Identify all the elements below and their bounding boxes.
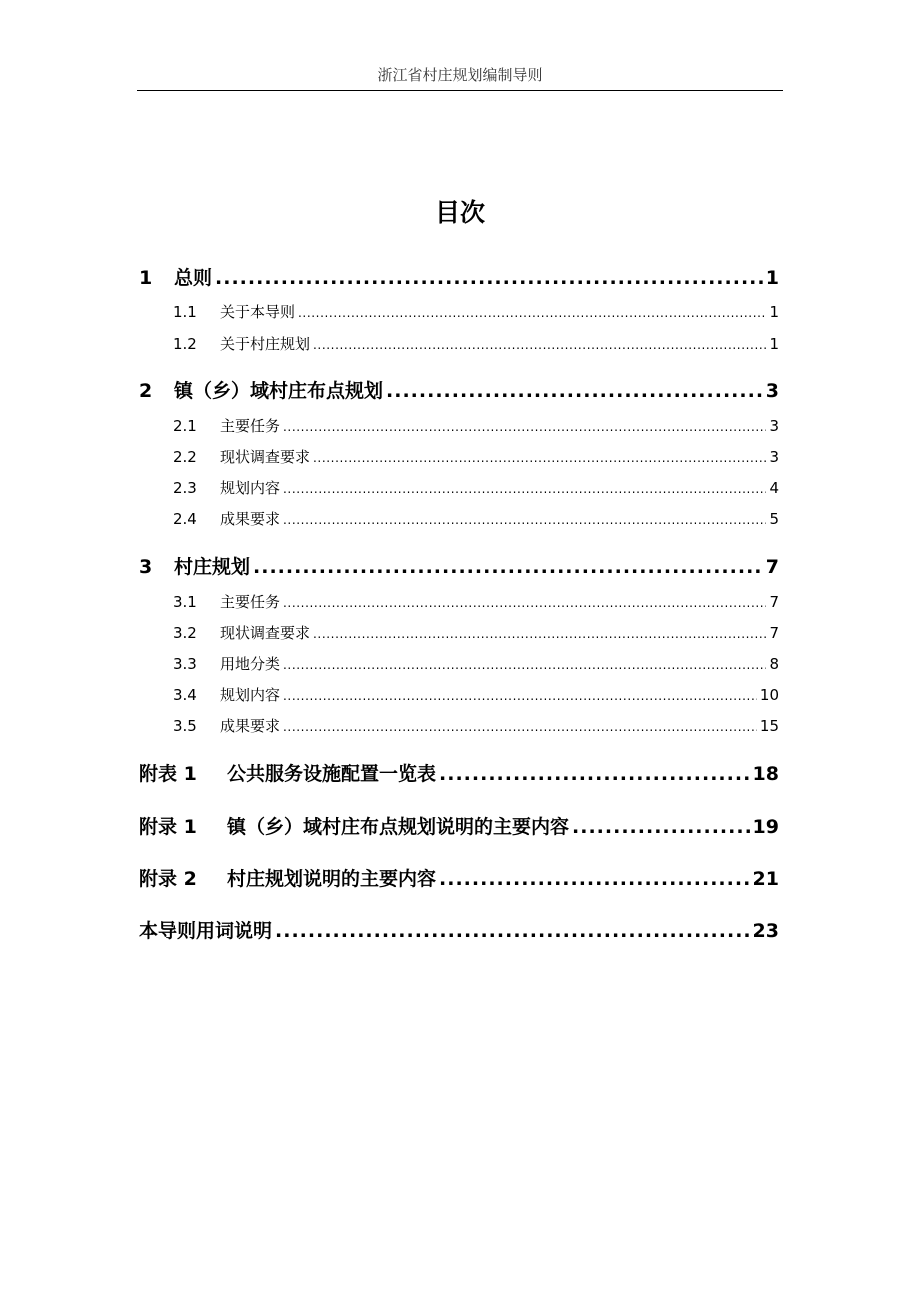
toc-subentry[interactable]: [173, 300, 779, 324]
toc-entry-label: 关于村庄规划: [220, 335, 311, 353]
toc-leader-dots: [572, 812, 750, 842]
toc-entry-page: 10: [759, 686, 779, 704]
toc-leader-dots: [298, 301, 766, 325]
toc-entry-label: 用地分类: [220, 655, 281, 673]
toc-subentry[interactable]: [173, 683, 779, 707]
toc-leader-dots: [253, 552, 763, 582]
toc-subentry[interactable]: [173, 590, 779, 614]
toc-entry-page: 8: [769, 655, 779, 673]
toc-entry-label: 总则: [174, 267, 213, 289]
toc-leader-dots: [283, 684, 757, 708]
toc-entry-number: 2: [139, 380, 153, 402]
toc-entry-number: 1: [139, 267, 153, 289]
toc-entry-label: 本导则用词说明: [139, 920, 273, 942]
toc-leader-dots: [283, 715, 757, 739]
toc-entry-page: 7: [765, 556, 779, 578]
toc-leader-dots: [283, 415, 766, 439]
toc-leader-dots: [313, 333, 766, 357]
toc-entry-number: 3: [139, 556, 153, 578]
toc-leader-dots: [283, 508, 766, 532]
toc-leader-dots: [283, 477, 766, 501]
toc-entry-label: 主要任务: [220, 417, 281, 435]
toc-entry[interactable]: [139, 263, 779, 293]
toc-subentry[interactable]: [173, 714, 779, 738]
toc-entry-label: 成果要求: [220, 717, 281, 735]
toc-entry[interactable]: [139, 916, 779, 946]
toc-entry[interactable]: [139, 552, 779, 582]
toc-leader-dots: [313, 622, 766, 646]
toc-entry-number: 附表 1: [139, 763, 197, 785]
toc-entry[interactable]: [139, 759, 779, 789]
toc-leader-dots: [283, 591, 766, 615]
toc-entry[interactable]: [139, 812, 779, 842]
toc-entry-number: 1.1: [173, 303, 197, 321]
toc-entry-page: 5: [769, 510, 779, 528]
toc-leader-dots: [283, 653, 766, 677]
toc-entry-label: 村庄规划说明的主要内容: [227, 868, 437, 890]
toc-entry-number: 2.3: [173, 479, 197, 497]
toc-entry-page: 19: [752, 816, 779, 838]
toc-entry-number: 2.4: [173, 510, 197, 528]
toc-leader-dots: [439, 864, 750, 894]
toc-entry[interactable]: [139, 864, 779, 894]
toc-entry-page: 1: [765, 267, 779, 289]
toc-entry-label: 村庄规划: [174, 556, 251, 578]
toc-subentry[interactable]: [173, 414, 779, 438]
toc-entry-page: 7: [769, 624, 779, 642]
toc-entry-page: 21: [752, 868, 779, 890]
toc-entry-number: 3.4: [173, 686, 197, 704]
toc-entry-number: 1.2: [173, 335, 197, 353]
toc-entry-number: 附录 2: [139, 868, 197, 890]
toc-entry-number: 3.2: [173, 624, 197, 642]
toc-subentry[interactable]: [173, 445, 779, 469]
toc-subentry[interactable]: [173, 621, 779, 645]
toc-leader-dots: [275, 916, 750, 946]
toc-entry-label: 现状调查要求: [220, 624, 311, 642]
toc-entry-number: 2.1: [173, 417, 197, 435]
toc-entry-number: 附录 1: [139, 816, 197, 838]
toc-entry-label: 成果要求: [220, 510, 281, 528]
toc-entry-label: 主要任务: [220, 593, 281, 611]
toc-entry-label: 现状调查要求: [220, 448, 311, 466]
toc-entry-page: 18: [752, 763, 779, 785]
toc-entry-page: 1: [769, 303, 779, 321]
toc-entry-label: 镇（乡）域村庄布点规划: [174, 380, 384, 402]
toc-entry-page: 4: [769, 479, 779, 497]
toc-subentry[interactable]: [173, 476, 779, 500]
toc-entry-label: 镇（乡）域村庄布点规划说明的主要内容: [227, 816, 570, 838]
toc-entry[interactable]: [139, 376, 779, 406]
toc-entry-page: 7: [769, 593, 779, 611]
running-header: 浙江省村庄规划编制导则: [137, 62, 783, 91]
toc-entry-page: 3: [769, 448, 779, 466]
page-title: 目次: [434, 198, 485, 227]
toc-entry-page: 3: [769, 417, 779, 435]
toc-entry-label: 规划内容: [220, 479, 281, 497]
toc-leader-dots: [313, 446, 766, 470]
toc-entry-number: 3.1: [173, 593, 197, 611]
toc-leader-dots: [215, 263, 763, 293]
toc-entry-label: 关于本导则: [220, 303, 296, 321]
toc-entry-label: 公共服务设施配置一览表: [227, 763, 437, 785]
toc-subentry[interactable]: [173, 652, 779, 676]
toc-entry-number: 3.3: [173, 655, 197, 673]
toc-entry-page: 23: [752, 920, 779, 942]
toc-entry-page: 15: [759, 717, 779, 735]
toc-subentry[interactable]: [173, 332, 779, 356]
toc-entry-number: 3.5: [173, 717, 197, 735]
toc-leader-dots: [386, 376, 763, 406]
toc-leader-dots: [439, 759, 750, 789]
toc-subentry[interactable]: [173, 507, 779, 531]
toc-entry-number: 2.2: [173, 448, 197, 466]
toc-entry-label: 规划内容: [220, 686, 281, 704]
toc-entry-page: 1: [769, 335, 779, 353]
toc-entry-page: 3: [765, 380, 779, 402]
